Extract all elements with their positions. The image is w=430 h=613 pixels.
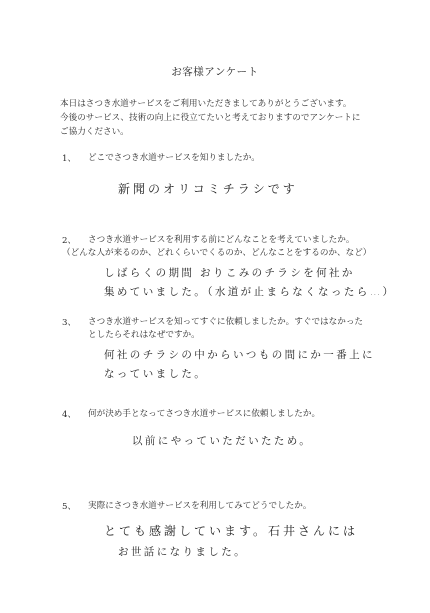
answer-3-line-1: 何社のチラシの中からいつもの間にか一番上に [104, 349, 375, 361]
answer-3-line-2: なっていました。 [104, 368, 208, 380]
question-2-subtext [62, 247, 382, 260]
question-2-text [88, 234, 408, 247]
answer-2-line-2: 集めていました。（水道が止まらなくなったら…） [104, 286, 396, 298]
intro-line: ご協力ください。 [60, 127, 129, 137]
question-3-number: 3、 [62, 318, 77, 328]
question-line: 何が決め手となってさつき水道サービスに依頼しましたか。 [88, 409, 321, 419]
answer-5-line-1: とても感謝しています。石井さんには [104, 524, 359, 538]
question-5-number: 5、 [62, 502, 77, 512]
question-line: さつき水道サービスを知ってすぐに依頼しましたか。すぐではなかった [88, 317, 364, 327]
answer-1-handwritten: 新聞のオリコミチラシです [118, 182, 298, 196]
question-5-text [88, 500, 408, 513]
question-4-text [88, 408, 408, 421]
question-1-number: 1、 [62, 154, 77, 164]
intro-line: 本日はさつき水道サービスをご利用いただきましてありがとうございます。 [60, 99, 352, 109]
answer-4-handwritten: 以前にやっていただいたため。 [132, 435, 313, 447]
answer-2-line-1: しばらくの期間 おりこみのチラシを何社か [104, 267, 355, 279]
question-2-number: 2、 [62, 236, 77, 246]
question-line: としたらそれはなぜですか。 [88, 330, 200, 340]
survey-title: お客様アンケート [171, 66, 259, 78]
answer-5-line-2: お世話になりました。 [118, 546, 247, 558]
intro-line: 今後のサービス、技術の向上に役立てたいと考えておりますのでアンケートに [60, 113, 361, 123]
question-line: 実際にさつき水道サービスを利用してみてどうでしたか。 [88, 501, 312, 511]
question-line: どこでさつき水道サービスを知りましたか。 [88, 153, 260, 163]
question-4-number: 4、 [62, 410, 77, 420]
question-3-text [88, 316, 408, 342]
question-line: さつき水道サービスを利用する前にどんなことを考えていましたか。 [88, 235, 355, 245]
question-line: （どんな人が来るのか、どれくらいでくるのか、どんなことをするのか、など） [62, 248, 372, 258]
intro-text [60, 97, 410, 139]
question-1-text [88, 152, 408, 165]
